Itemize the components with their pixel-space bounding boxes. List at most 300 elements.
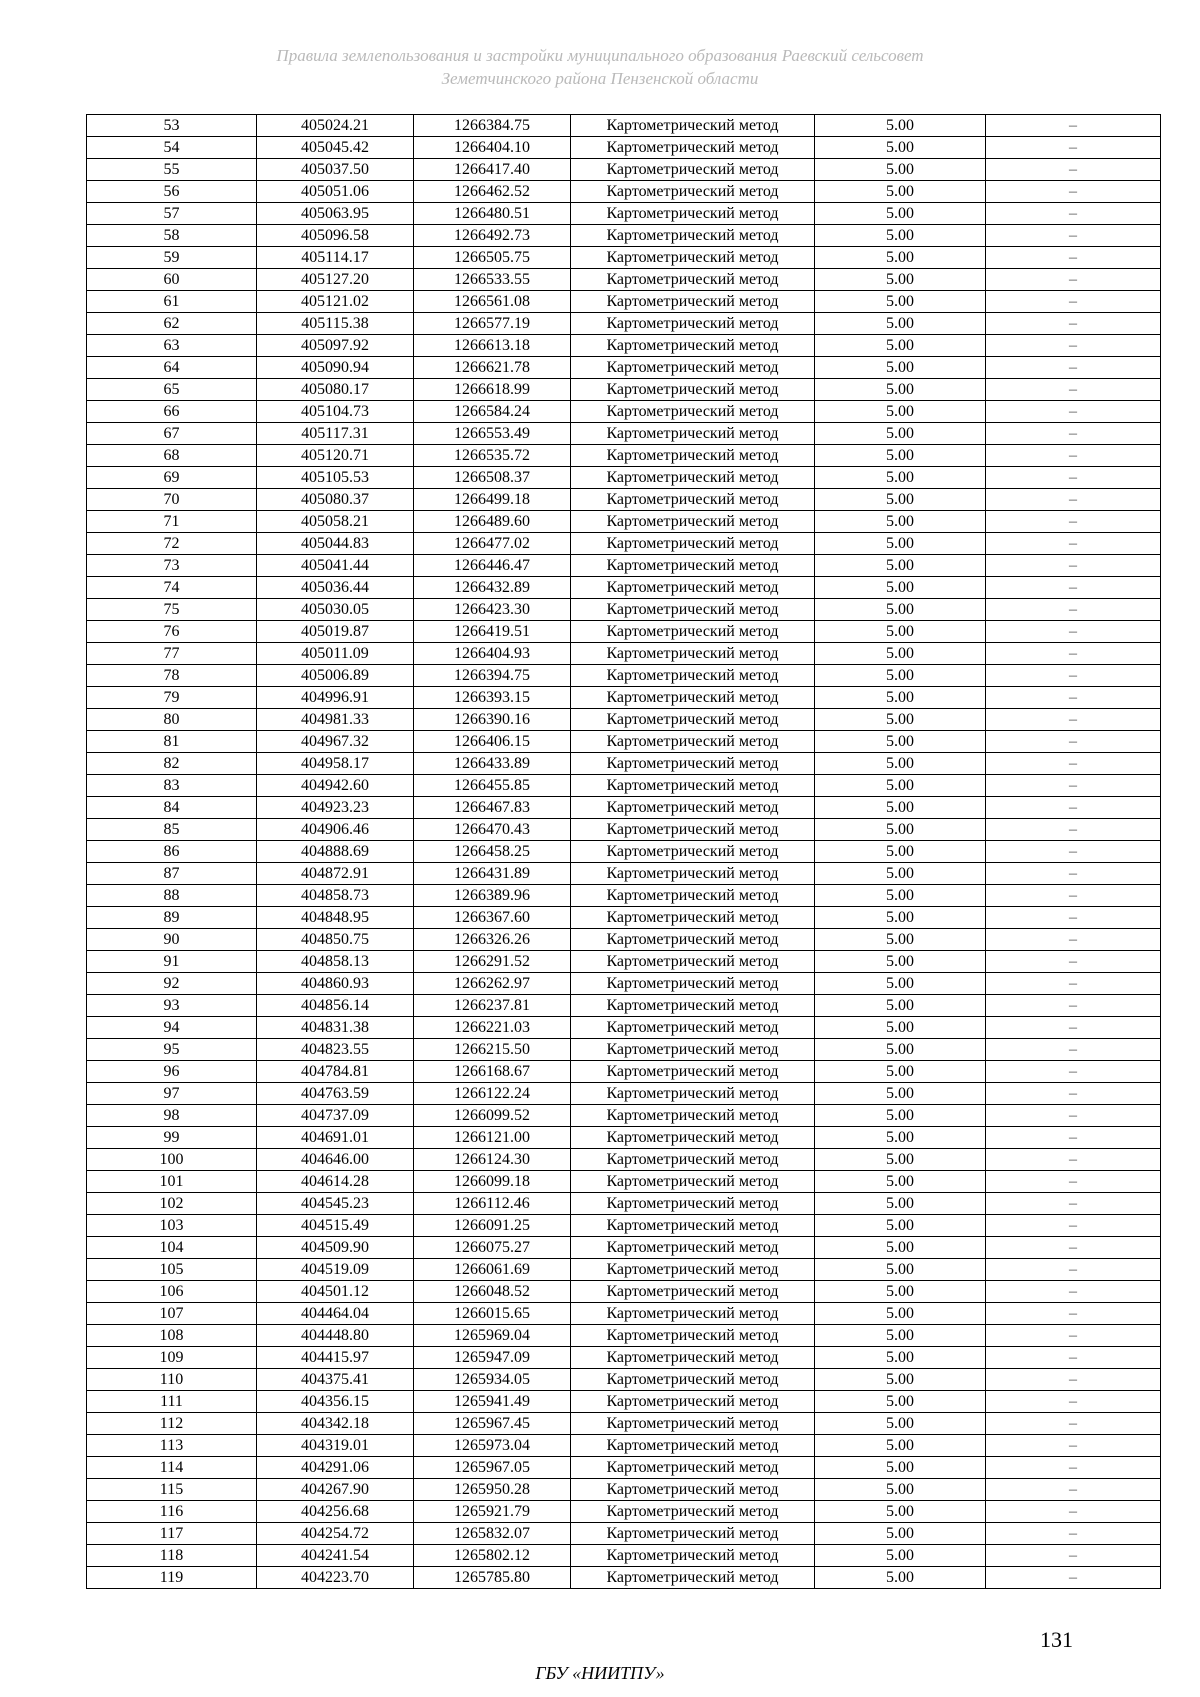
cell-coord-x: 404501.12 <box>257 1281 414 1303</box>
cell-method: Картометрический метод <box>571 1281 815 1303</box>
cell-coord-y: 1266389.96 <box>414 885 571 907</box>
cell-coord-y: 1266091.25 <box>414 1215 571 1237</box>
cell-coord-y: 1266577.19 <box>414 313 571 335</box>
cell-point-number: 111 <box>87 1391 257 1413</box>
cell-coord-y: 1266470.43 <box>414 819 571 841</box>
cell-note: – <box>986 621 1161 643</box>
cell-note: – <box>986 445 1161 467</box>
cell-method: Картометрический метод <box>571 1149 815 1171</box>
table-row <box>87 687 1161 709</box>
cell-note: – <box>986 1193 1161 1215</box>
cell-point-number: 109 <box>87 1347 257 1369</box>
cell-note: – <box>986 1149 1161 1171</box>
cell-accuracy: 5.00 <box>815 1083 986 1105</box>
table-row <box>87 929 1161 951</box>
cell-method: Картометрический метод <box>571 907 815 929</box>
cell-point-number: 54 <box>87 137 257 159</box>
cell-point-number: 102 <box>87 1193 257 1215</box>
cell-coord-y: 1266455.85 <box>414 775 571 797</box>
cell-coord-y: 1266492.73 <box>414 225 571 247</box>
cell-coord-x: 404872.91 <box>257 863 414 885</box>
table-row <box>87 1259 1161 1281</box>
cell-point-number: 85 <box>87 819 257 841</box>
cell-accuracy: 5.00 <box>815 423 986 445</box>
cell-coord-x: 405115.38 <box>257 313 414 335</box>
table-row <box>87 1061 1161 1083</box>
cell-accuracy: 5.00 <box>815 1391 986 1413</box>
cell-point-number: 116 <box>87 1501 257 1523</box>
table-row <box>87 819 1161 841</box>
cell-method: Картометрический метод <box>571 1369 815 1391</box>
cell-accuracy: 5.00 <box>815 159 986 181</box>
cell-accuracy: 5.00 <box>815 313 986 335</box>
cell-accuracy: 5.00 <box>815 335 986 357</box>
cell-accuracy: 5.00 <box>815 445 986 467</box>
cell-point-number: 72 <box>87 533 257 555</box>
cell-note: – <box>986 203 1161 225</box>
cell-note: – <box>986 115 1161 137</box>
cell-coord-x: 405114.17 <box>257 247 414 269</box>
cell-coord-y: 1266061.69 <box>414 1259 571 1281</box>
cell-point-number: 63 <box>87 335 257 357</box>
cell-accuracy: 5.00 <box>815 1567 986 1589</box>
cell-coord-y: 1266326.26 <box>414 929 571 951</box>
cell-coord-x: 404356.15 <box>257 1391 414 1413</box>
cell-coord-x: 404942.60 <box>257 775 414 797</box>
cell-note: – <box>986 841 1161 863</box>
coordinates-table-body <box>87 115 1161 1589</box>
cell-method: Картометрический метод <box>571 775 815 797</box>
table-row <box>87 1193 1161 1215</box>
cell-accuracy: 5.00 <box>815 1149 986 1171</box>
cell-coord-y: 1266099.18 <box>414 1171 571 1193</box>
cell-point-number: 68 <box>87 445 257 467</box>
cell-method: Картометрический метод <box>571 819 815 841</box>
table-row <box>87 379 1161 401</box>
table-row <box>87 577 1161 599</box>
cell-coord-x: 405127.20 <box>257 269 414 291</box>
cell-coord-x: 405063.95 <box>257 203 414 225</box>
cell-accuracy: 5.00 <box>815 665 986 687</box>
cell-accuracy: 5.00 <box>815 951 986 973</box>
table-row <box>87 1237 1161 1259</box>
cell-coord-x: 404858.73 <box>257 885 414 907</box>
cell-method: Картометрический метод <box>571 533 815 555</box>
cell-coord-x: 404888.69 <box>257 841 414 863</box>
table-row <box>87 533 1161 555</box>
cell-accuracy: 5.00 <box>815 687 986 709</box>
cell-accuracy: 5.00 <box>815 1259 986 1281</box>
cell-point-number: 92 <box>87 973 257 995</box>
cell-note: – <box>986 1105 1161 1127</box>
cell-point-number: 56 <box>87 181 257 203</box>
cell-coord-x: 404241.54 <box>257 1545 414 1567</box>
cell-point-number: 98 <box>87 1105 257 1127</box>
cell-point-number: 104 <box>87 1237 257 1259</box>
cell-note: – <box>986 995 1161 1017</box>
table-row <box>87 1567 1161 1589</box>
cell-note: – <box>986 709 1161 731</box>
cell-coord-y: 1266618.99 <box>414 379 571 401</box>
cell-coord-y: 1266406.15 <box>414 731 571 753</box>
cell-method: Картометрический метод <box>571 137 815 159</box>
cell-note: – <box>986 1083 1161 1105</box>
cell-coord-y: 1265785.80 <box>414 1567 571 1589</box>
cell-coord-x: 404923.23 <box>257 797 414 819</box>
cell-method: Картометрический метод <box>571 467 815 489</box>
cell-point-number: 110 <box>87 1369 257 1391</box>
cell-method: Картометрический метод <box>571 1105 815 1127</box>
cell-accuracy: 5.00 <box>815 577 986 599</box>
cell-coord-y: 1266462.52 <box>414 181 571 203</box>
cell-coord-y: 1266508.37 <box>414 467 571 489</box>
cell-method: Картометрический метод <box>571 1457 815 1479</box>
table-row <box>87 247 1161 269</box>
cell-method: Картометрический метод <box>571 335 815 357</box>
cell-note: – <box>986 511 1161 533</box>
cell-coord-y: 1266467.83 <box>414 797 571 819</box>
cell-note: – <box>986 753 1161 775</box>
cell-coord-y: 1265921.79 <box>414 1501 571 1523</box>
table-row <box>87 1457 1161 1479</box>
cell-coord-x: 405030.05 <box>257 599 414 621</box>
cell-coord-x: 404856.14 <box>257 995 414 1017</box>
cell-coord-y: 1266291.52 <box>414 951 571 973</box>
cell-accuracy: 5.00 <box>815 907 986 929</box>
cell-point-number: 89 <box>87 907 257 929</box>
cell-coord-x: 405117.31 <box>257 423 414 445</box>
cell-accuracy: 5.00 <box>815 489 986 511</box>
cell-note: – <box>986 1369 1161 1391</box>
table-row <box>87 1545 1161 1567</box>
table-row <box>87 181 1161 203</box>
cell-coord-x: 404823.55 <box>257 1039 414 1061</box>
cell-coord-y: 1266505.75 <box>414 247 571 269</box>
cell-coord-y: 1266533.55 <box>414 269 571 291</box>
cell-coord-y: 1265950.28 <box>414 1479 571 1501</box>
cell-accuracy: 5.00 <box>815 929 986 951</box>
cell-note: – <box>986 1171 1161 1193</box>
cell-coord-x: 404254.72 <box>257 1523 414 1545</box>
cell-point-number: 118 <box>87 1545 257 1567</box>
cell-accuracy: 5.00 <box>815 1435 986 1457</box>
cell-note: – <box>986 137 1161 159</box>
cell-method: Картометрический метод <box>571 511 815 533</box>
cell-method: Картометрический метод <box>571 1501 815 1523</box>
cell-coord-x: 405006.89 <box>257 665 414 687</box>
cell-method: Картометрический метод <box>571 159 815 181</box>
cell-coord-x: 405036.44 <box>257 577 414 599</box>
cell-note: – <box>986 1281 1161 1303</box>
cell-coord-x: 404614.28 <box>257 1171 414 1193</box>
cell-coord-x: 404267.90 <box>257 1479 414 1501</box>
table-row <box>87 995 1161 1017</box>
cell-coord-x: 405080.37 <box>257 489 414 511</box>
cell-note: – <box>986 555 1161 577</box>
cell-note: – <box>986 951 1161 973</box>
cell-coord-x: 404545.23 <box>257 1193 414 1215</box>
cell-note: – <box>986 1413 1161 1435</box>
cell-coord-y: 1266237.81 <box>414 995 571 1017</box>
cell-accuracy: 5.00 <box>815 115 986 137</box>
table-row <box>87 643 1161 665</box>
cell-method: Картометрический метод <box>571 225 815 247</box>
table-row <box>87 467 1161 489</box>
cell-accuracy: 5.00 <box>815 1303 986 1325</box>
cell-accuracy: 5.00 <box>815 1457 986 1479</box>
cell-coord-y: 1266431.89 <box>414 863 571 885</box>
cell-accuracy: 5.00 <box>815 1171 986 1193</box>
table-row <box>87 203 1161 225</box>
cell-point-number: 67 <box>87 423 257 445</box>
table-row <box>87 1303 1161 1325</box>
cell-note: – <box>986 225 1161 247</box>
cell-method: Картометрический метод <box>571 753 815 775</box>
cell-note: – <box>986 643 1161 665</box>
cell-accuracy: 5.00 <box>815 1501 986 1523</box>
cell-method: Картометрический метод <box>571 599 815 621</box>
table-row <box>87 1281 1161 1303</box>
cell-note: – <box>986 1061 1161 1083</box>
cell-point-number: 94 <box>87 1017 257 1039</box>
cell-note: – <box>986 357 1161 379</box>
cell-accuracy: 5.00 <box>815 709 986 731</box>
cell-point-number: 117 <box>87 1523 257 1545</box>
table-row <box>87 555 1161 577</box>
cell-coord-x: 404737.09 <box>257 1105 414 1127</box>
cell-coord-x: 404415.97 <box>257 1347 414 1369</box>
cell-coord-y: 1266048.52 <box>414 1281 571 1303</box>
cell-point-number: 78 <box>87 665 257 687</box>
cell-coord-x: 404784.81 <box>257 1061 414 1083</box>
table-row <box>87 665 1161 687</box>
cell-coord-y: 1266480.51 <box>414 203 571 225</box>
cell-coord-x: 404691.01 <box>257 1127 414 1149</box>
cell-coord-y: 1266419.51 <box>414 621 571 643</box>
cell-coord-y: 1265802.12 <box>414 1545 571 1567</box>
cell-method: Картометрический метод <box>571 1193 815 1215</box>
cell-point-number: 100 <box>87 1149 257 1171</box>
cell-method: Картометрический метод <box>571 1061 815 1083</box>
cell-coord-x: 404850.75 <box>257 929 414 951</box>
cell-method: Картометрический метод <box>571 269 815 291</box>
cell-note: – <box>986 1479 1161 1501</box>
cell-method: Картометрический метод <box>571 313 815 335</box>
cell-point-number: 112 <box>87 1413 257 1435</box>
cell-note: – <box>986 335 1161 357</box>
table-row <box>87 1127 1161 1149</box>
cell-method: Картометрический метод <box>571 1391 815 1413</box>
cell-note: – <box>986 1501 1161 1523</box>
cell-note: – <box>986 731 1161 753</box>
cell-coord-y: 1266390.16 <box>414 709 571 731</box>
cell-accuracy: 5.00 <box>815 819 986 841</box>
cell-point-number: 101 <box>87 1171 257 1193</box>
cell-method: Картометрический метод <box>571 885 815 907</box>
cell-note: – <box>986 423 1161 445</box>
cell-point-number: 73 <box>87 555 257 577</box>
cell-point-number: 82 <box>87 753 257 775</box>
cell-accuracy: 5.00 <box>815 995 986 1017</box>
cell-coord-y: 1266433.89 <box>414 753 571 775</box>
cell-method: Картометрический метод <box>571 247 815 269</box>
cell-accuracy: 5.00 <box>815 1017 986 1039</box>
cell-accuracy: 5.00 <box>815 203 986 225</box>
cell-coord-x: 405090.94 <box>257 357 414 379</box>
cell-point-number: 106 <box>87 1281 257 1303</box>
table-row <box>87 863 1161 885</box>
header-line-2: Земетчинского района Пензенской области <box>441 69 759 88</box>
header-line-1: Правила землепользования и застройки муниципального образования Раевский сельсовет <box>276 46 924 65</box>
cell-coord-x: 404319.01 <box>257 1435 414 1457</box>
table-row <box>87 973 1161 995</box>
table-row <box>87 511 1161 533</box>
cell-note: – <box>986 379 1161 401</box>
cell-coord-x: 404646.00 <box>257 1149 414 1171</box>
cell-accuracy: 5.00 <box>815 1523 986 1545</box>
table-row <box>87 291 1161 313</box>
cell-accuracy: 5.00 <box>815 599 986 621</box>
cell-method: Картометрический метод <box>571 709 815 731</box>
cell-note: – <box>986 863 1161 885</box>
cell-note: – <box>986 577 1161 599</box>
cell-coord-x: 405045.42 <box>257 137 414 159</box>
table-row <box>87 1325 1161 1347</box>
cell-coord-x: 404831.38 <box>257 1017 414 1039</box>
cell-method: Картометрический метод <box>571 643 815 665</box>
cell-point-number: 114 <box>87 1457 257 1479</box>
cell-accuracy: 5.00 <box>815 401 986 423</box>
cell-note: – <box>986 1237 1161 1259</box>
cell-point-number: 65 <box>87 379 257 401</box>
table-row <box>87 1501 1161 1523</box>
cell-coord-x: 404515.49 <box>257 1215 414 1237</box>
cell-method: Картометрический метод <box>571 995 815 1017</box>
table-row <box>87 1215 1161 1237</box>
cell-method: Картометрический метод <box>571 1127 815 1149</box>
table-row <box>87 1105 1161 1127</box>
cell-coord-y: 1266417.40 <box>414 159 571 181</box>
cell-point-number: 81 <box>87 731 257 753</box>
cell-coord-y: 1266384.75 <box>414 115 571 137</box>
cell-accuracy: 5.00 <box>815 533 986 555</box>
table-row <box>87 269 1161 291</box>
cell-coord-x: 404342.18 <box>257 1413 414 1435</box>
cell-coord-x: 404448.80 <box>257 1325 414 1347</box>
cell-note: – <box>986 489 1161 511</box>
cell-coord-y: 1266584.24 <box>414 401 571 423</box>
cell-note: – <box>986 1039 1161 1061</box>
cell-coord-y: 1266477.02 <box>414 533 571 555</box>
cell-coord-y: 1266404.93 <box>414 643 571 665</box>
cell-coord-x: 405024.21 <box>257 115 414 137</box>
cell-point-number: 107 <box>87 1303 257 1325</box>
cell-accuracy: 5.00 <box>815 1413 986 1435</box>
cell-point-number: 55 <box>87 159 257 181</box>
cell-accuracy: 5.00 <box>815 181 986 203</box>
cell-point-number: 97 <box>87 1083 257 1105</box>
table-row <box>87 137 1161 159</box>
cell-method: Картометрический метод <box>571 577 815 599</box>
table-row <box>87 621 1161 643</box>
table-row <box>87 357 1161 379</box>
cell-method: Картометрический метод <box>571 1413 815 1435</box>
cell-coord-x: 405121.02 <box>257 291 414 313</box>
cell-coord-y: 1266221.03 <box>414 1017 571 1039</box>
table-row <box>87 1347 1161 1369</box>
cell-coord-y: 1265967.45 <box>414 1413 571 1435</box>
table-row <box>87 1083 1161 1105</box>
cell-method: Картометрический метод <box>571 1523 815 1545</box>
cell-method: Картометрический метод <box>571 1435 815 1457</box>
cell-coord-y: 1266015.65 <box>414 1303 571 1325</box>
cell-point-number: 74 <box>87 577 257 599</box>
cell-method: Картометрический метод <box>571 401 815 423</box>
cell-accuracy: 5.00 <box>815 555 986 577</box>
cell-accuracy: 5.00 <box>815 379 986 401</box>
cell-coord-x: 404763.59 <box>257 1083 414 1105</box>
table-row <box>87 1369 1161 1391</box>
table-row <box>87 1435 1161 1457</box>
cell-coord-x: 405105.53 <box>257 467 414 489</box>
cell-point-number: 70 <box>87 489 257 511</box>
cell-coord-x: 405097.92 <box>257 335 414 357</box>
cell-coord-y: 1266423.30 <box>414 599 571 621</box>
page-header <box>0 44 1200 90</box>
cell-method: Картометрический метод <box>571 445 815 467</box>
cell-coord-x: 405037.50 <box>257 159 414 181</box>
table-row <box>87 1391 1161 1413</box>
cell-coord-y: 1266124.30 <box>414 1149 571 1171</box>
cell-coord-y: 1266367.60 <box>414 907 571 929</box>
cell-coord-x: 405120.71 <box>257 445 414 467</box>
cell-coord-x: 405096.58 <box>257 225 414 247</box>
cell-point-number: 108 <box>87 1325 257 1347</box>
cell-accuracy: 5.00 <box>815 753 986 775</box>
cell-accuracy: 5.00 <box>815 863 986 885</box>
cell-method: Картометрический метод <box>571 423 815 445</box>
cell-coord-x: 404375.41 <box>257 1369 414 1391</box>
table-row <box>87 489 1161 511</box>
cell-note: – <box>986 1259 1161 1281</box>
cell-coord-y: 1266262.97 <box>414 973 571 995</box>
table-row <box>87 841 1161 863</box>
cell-point-number: 99 <box>87 1127 257 1149</box>
cell-point-number: 93 <box>87 995 257 1017</box>
cell-note: – <box>986 1435 1161 1457</box>
cell-note: – <box>986 1391 1161 1413</box>
cell-coord-y: 1265947.09 <box>414 1347 571 1369</box>
cell-method: Картометрический метод <box>571 489 815 511</box>
cell-point-number: 69 <box>87 467 257 489</box>
cell-note: – <box>986 885 1161 907</box>
cell-coord-y: 1266122.24 <box>414 1083 571 1105</box>
cell-accuracy: 5.00 <box>815 225 986 247</box>
cell-coord-y: 1266112.46 <box>414 1193 571 1215</box>
cell-coord-x: 404967.32 <box>257 731 414 753</box>
table-row <box>87 445 1161 467</box>
cell-accuracy: 5.00 <box>815 269 986 291</box>
table-row <box>87 885 1161 907</box>
table-row <box>87 1479 1161 1501</box>
table-row <box>87 951 1161 973</box>
cell-method: Картометрический метод <box>571 1325 815 1347</box>
cell-point-number: 76 <box>87 621 257 643</box>
cell-note: – <box>986 533 1161 555</box>
table-row <box>87 709 1161 731</box>
cell-note: – <box>986 1523 1161 1545</box>
table-row <box>87 225 1161 247</box>
